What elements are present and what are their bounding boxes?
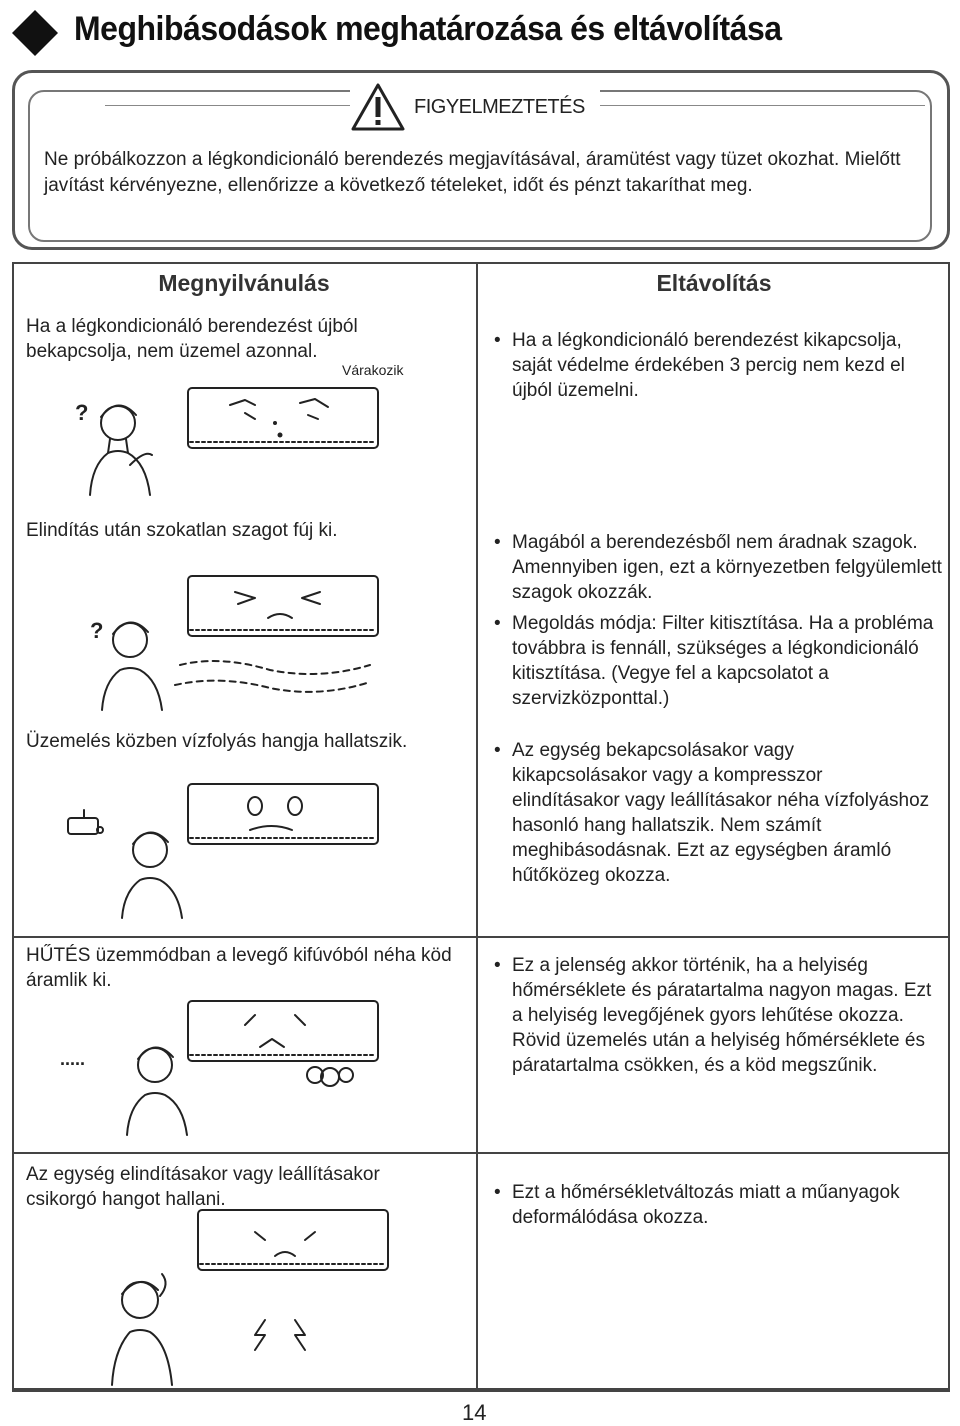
symptom-text: Az egység elindításakor vagy leállításakor csikorgó hangot hallani.	[26, 1164, 380, 1210]
remedy-list	[492, 738, 932, 894]
ac-unit-smell-illustration	[70, 570, 430, 720]
remedy-item: • Az egység bekapcsolásakor vagy kikapcsolásakor vagy a kompresszor elindításakor vagy leállításakor néha vízfolyáshoz hasonló hang hallatszik. Nem számít meghibásodásnak. Ezt az egységben áramló hűtőközeg okozza.	[492, 738, 932, 888]
table-row-divider	[12, 936, 950, 938]
svg-text:?: ?	[90, 618, 104, 643]
svg-text:.....: .....	[60, 1049, 86, 1069]
remedy-item: • Megoldás módja: Filter kitisztítása. Ha a probléma továbbra is fennáll, szükséges a légkondicionáló kitisztítása. (Vegye fel a kapcsolatot a szervizközponttal.)	[492, 611, 942, 711]
ac-unit-creak-illustration	[60, 1210, 420, 1390]
remedy-item: • Ezt a hőmérsékletváltozás miatt a műanyagok deformálódása okozza.	[492, 1180, 932, 1230]
warning-text: Ne próbálkozzon a légkondicionáló berendezés megjavításával, áramütést vagy tüzet okozhat. Mielőtt javítást kérvényezne, ellenőrizze a következő tételeket, időt és pénzt takaríthat meg.	[44, 149, 901, 196]
remedy-list	[492, 328, 932, 409]
table-column-divider	[476, 262, 478, 1390]
remedy-item: • Ha a légkondicionáló berendezést kikapcsolja, saját védelme érdekében 3 percig nem kezd el újból üzemelni.	[492, 328, 932, 403]
diamond-icon	[10, 8, 60, 58]
remedy-item: • Magából a berendezésből nem áradnak szagok. Amennyiben igen, ezt a környezetben felgyülemlett szagok okozzák.	[492, 530, 942, 605]
remedy-list	[492, 953, 942, 1084]
symptom-text: Ha a légkondicionáló berendezést újból bekapcsolja, nem üzemel azonnal.	[26, 316, 358, 362]
page-title: Meghibásodások meghatározása és eltávolítása	[74, 10, 782, 48]
column-header-remedy: Eltávolítás	[656, 270, 772, 296]
svg-text:?: ?	[75, 400, 89, 425]
warning-triangle-icon	[350, 82, 406, 132]
warning-label: FIGYELMEZTETÉS	[414, 96, 585, 118]
ac-unit-fog-illustration	[60, 995, 420, 1145]
waiting-caption: Várakozik	[342, 362, 404, 378]
symptom-text: HŰTÉS üzemmódban a levegő kifúvóból néha köd áramlik ki.	[26, 945, 452, 991]
symptom-text: Elindítás után szokatlan szagot fúj ki.	[26, 520, 338, 541]
table-row-divider	[12, 1152, 950, 1154]
remedy-item: • Ez a jelenség akkor történik, ha a helyiség hőmérséklete és páratartalma nagyon magas. Ezt a helyiség levegőjének gyors lehűtése okozza. Rövid üzemelés után a helyiség hőmérséklete és páratartalma csökken, és a köd megszűnik.	[492, 953, 942, 1078]
column-header-symptom: Megnyilvánulás	[158, 270, 330, 296]
remedy-list	[492, 1180, 932, 1236]
ac-unit-water-sound-illustration	[60, 778, 420, 928]
symptom-text: Üzemelés közben vízfolyás hangja hallatszik.	[26, 731, 408, 752]
remedy-list	[492, 530, 942, 717]
page-number: 14	[462, 1400, 487, 1425]
